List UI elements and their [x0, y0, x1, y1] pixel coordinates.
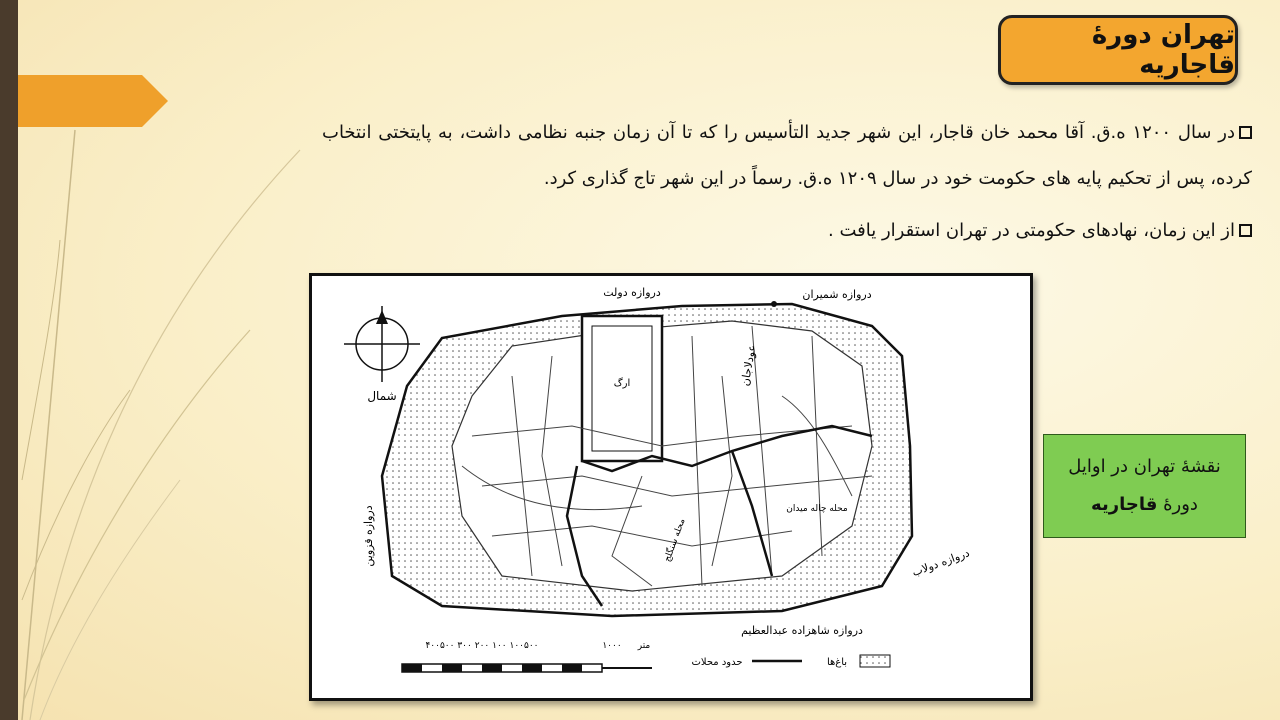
north-compass-icon [344, 306, 420, 382]
district-oudlajan-label: عودلاجان [738, 343, 759, 388]
bullet-1-text: در سال ۱۲۰۰ ه.ق. آقا محمد خان قاجار، این شهر جدید التأسیس را که تا آن زمان جنبه نظامی داشت، به پایتختی انتخاب کرده، پس از تحکیم پایه های حکومت خود در سال ۱۲۰۹ ه.ق. رسماً در این شهر تاج گذاری کرد. [322, 122, 1252, 189]
caption-line-1: نقشۀ تهران در اوایل [1068, 456, 1221, 477]
tehran-map [309, 273, 1033, 701]
caption-line-2-prefix: دورۀ [1157, 494, 1198, 515]
gate-marker [771, 301, 777, 307]
legend-borders-label: حدود محلات [691, 657, 743, 668]
gate-qazvin-label: دروازه قزوین [362, 505, 375, 567]
legend-gardens-label: باغ‌ها [826, 657, 848, 668]
bullet-2-text: از این زمان، نهادهای حکومتی در تهران استقرار یافت . [828, 220, 1235, 241]
checkbox-bullet-icon [1239, 224, 1252, 237]
north-label: شمال [367, 389, 397, 403]
orange-arrow-tab [18, 75, 168, 127]
gate-shah-abdolazim-label: دروازه شاهزاده عبدالعظیم [741, 624, 863, 637]
gate-dowlat-label: دروازه دولت [603, 286, 661, 299]
slide-title-box [998, 15, 1238, 85]
scale-bar [402, 664, 652, 672]
scale-end-label: ۱۰۰۰ [602, 641, 622, 651]
district-sangelaj-label: محله سنگلج [662, 517, 688, 564]
bullet-2 [322, 208, 1252, 254]
checkbox-bullet-icon [1239, 126, 1252, 139]
gate-dulab-label: دروازه دولاب [910, 546, 972, 580]
district-chaleh-meydan-label: محله چاله میدان [786, 504, 848, 514]
district-arg-label: ارگ [613, 378, 631, 389]
legend [752, 655, 890, 667]
slide-title: تهران دورۀ قاجاریه [1091, 20, 1235, 80]
caption-line-2-bold: قاجاریه [1091, 494, 1158, 515]
caption-line-2 [1044, 486, 1245, 524]
slide-body [322, 110, 1252, 260]
gate-shemiran-label: دروازه شمیران [802, 288, 872, 301]
scale-unit-label: متر [637, 641, 651, 651]
map-caption-box [1043, 434, 1246, 538]
scale-ticks-label: ۱۰۰۵۰۰ ۱۰۰ ۲۰۰ ۳۰۰ ۴۰۰۵۰۰ [425, 641, 539, 651]
bullet-1 [322, 110, 1252, 202]
